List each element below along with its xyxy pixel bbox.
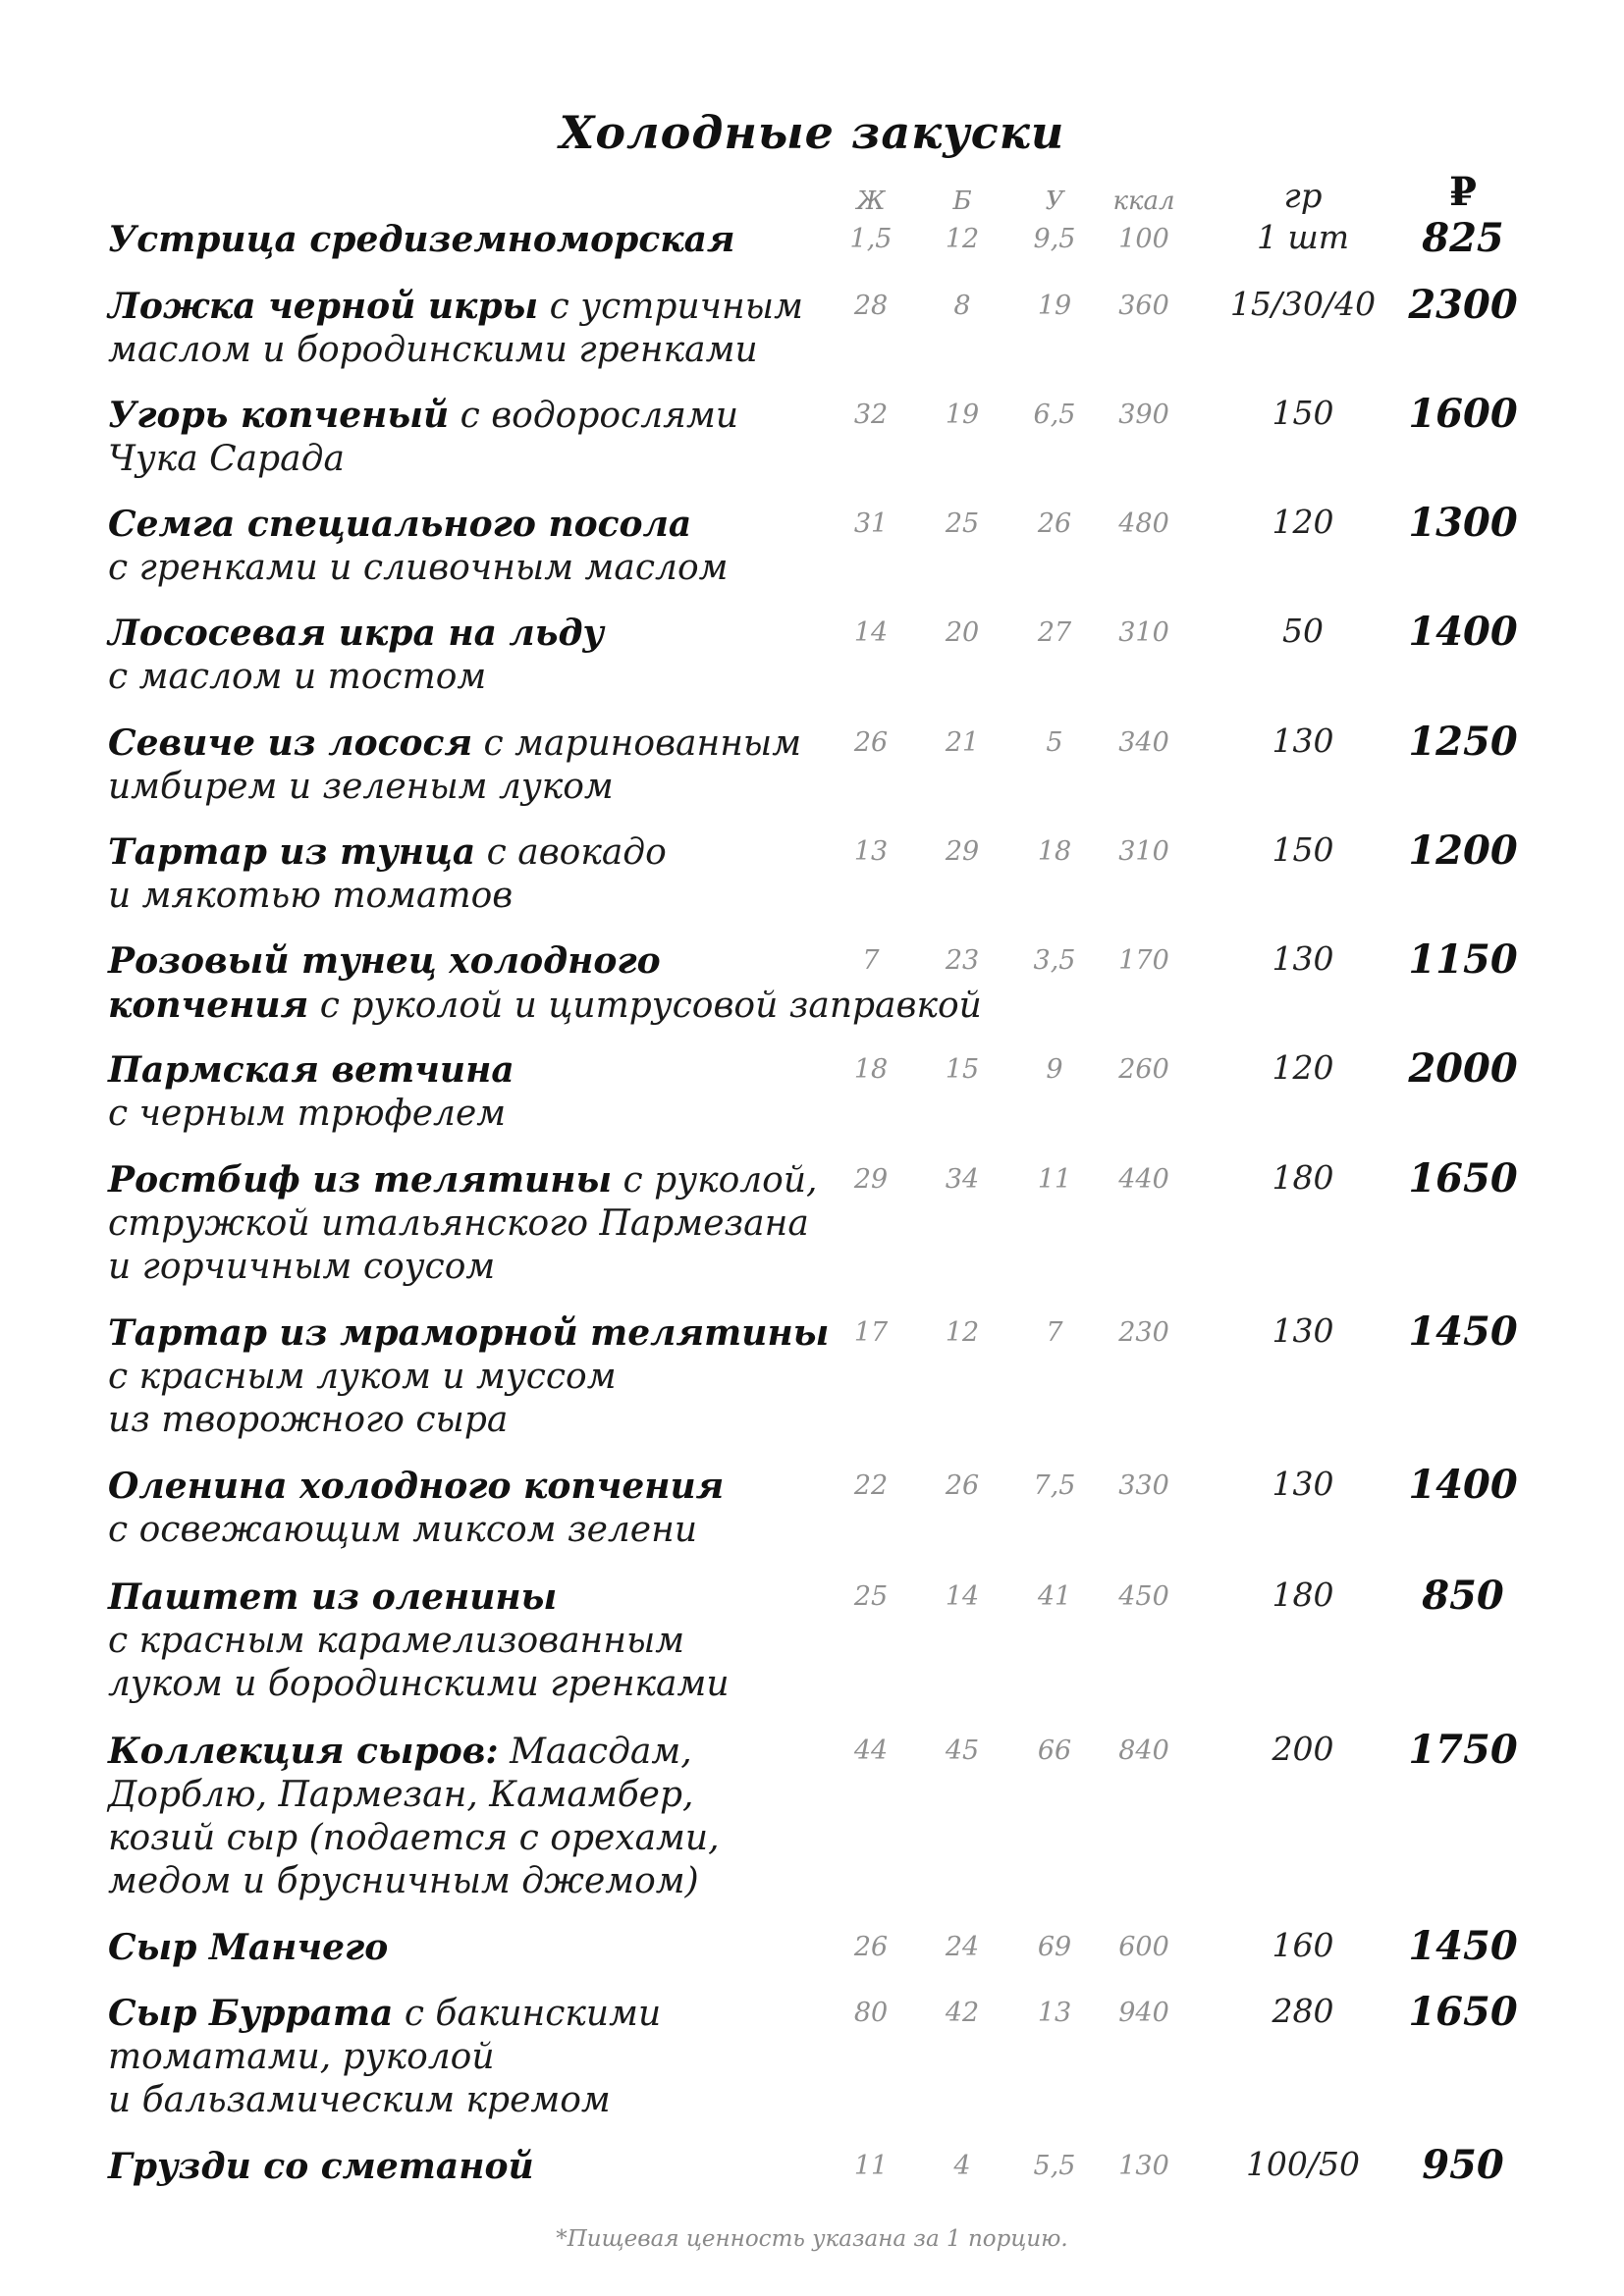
item-name: Ложка черной икры [108,286,539,327]
item-weight: 120 [1272,503,1334,541]
footnote: *Пищевая ценность указана за 1 порцию. [556,2226,1068,2252]
item-weight: 130 [1272,1311,1334,1350]
item-kcal: 450 [1118,1581,1169,1612]
item-carbs: 5 [1046,727,1063,758]
item-price: 1300 [1408,500,1518,546]
item-weight: 130 [1272,721,1334,760]
item-name: Сыр Буррата [108,1993,394,2034]
item-name: Ростбиф из телятины [108,1159,613,1201]
item-carbs: 3,5 [1033,945,1076,976]
item-price: 1250 [1408,719,1518,765]
column-header-carbs: У [1045,187,1064,216]
item-price: 1200 [1408,828,1518,874]
item-fat: 7 [862,945,880,976]
item-kcal: 480 [1118,508,1169,539]
item-carbs: 11 [1037,1164,1072,1195]
item-kcal: 170 [1118,945,1169,976]
item-description: Оленина холодного копчения с освежающим миксом зелени [108,1466,725,1550]
item-fat: 17 [853,1317,889,1348]
item-description: Паштет из оленины с красным карамелизованным луком и бородинскими гренками [108,1576,730,1704]
item-protein: 29 [945,836,980,867]
item-price: 950 [1422,2142,1504,2188]
item-description: Коллекция сыров: Маасдам, Дорблю, Пармезан, Камамбер, козий сыр (подается с орехами, медом и брусничным джемом) [108,1731,720,1901]
item-kcal: 360 [1118,291,1169,321]
item-fat: 26 [853,727,889,758]
item-price: 1650 [1408,1155,1518,1201]
item-protein: 42 [945,1998,980,2028]
item-carbs: 6,5 [1033,400,1076,430]
item-name: Тартар из тунца [108,831,476,873]
item-protein: 25 [945,508,980,539]
item-protein: 15 [945,1054,980,1085]
item-name: Тартар из мраморной телятины [108,1312,830,1354]
item-kcal: 310 [1118,836,1169,867]
item-kcal: 100 [1118,224,1169,254]
item-description: Тартар из тунца с авокадо и мякотью томатов [108,831,667,916]
page-title: Холодные закуски [559,106,1065,159]
item-description: Тартар из мраморной телятины с красным луком и муссом из творожного сыра [108,1312,830,1440]
item-description: Сыр Буррата с бакинскими томатами, руколой и бальзамическим кремом [108,1993,662,2120]
item-fat: 11 [853,2151,889,2181]
item-kcal: 390 [1118,400,1169,430]
item-protein: 12 [945,1317,980,1348]
item-carbs: 5,5 [1033,2151,1076,2181]
item-carbs: 27 [1037,617,1072,648]
item-protein: 21 [945,727,980,758]
item-price: 825 [1422,215,1504,261]
item-kcal: 940 [1118,1998,1169,2028]
item-kcal: 260 [1118,1054,1169,1085]
item-description: Ложка черной икры с устричным маслом и бородинскими гренками [108,286,803,370]
item-protein: 26 [945,1470,980,1501]
item-kcal: 340 [1118,727,1169,758]
item-name: Устрица средиземноморская [108,219,735,260]
item-name: Сыр Манчего [108,1927,389,1968]
column-header-currency: ₽ [1449,169,1477,215]
item-kcal: 440 [1118,1164,1169,1195]
item-protein: 45 [945,1735,980,1766]
item-kcal: 840 [1118,1735,1169,1766]
column-header-fat: Ж [856,187,886,216]
item-price: 1400 [1408,609,1518,655]
item-fat: 29 [853,1164,889,1195]
column-header-weight: гр [1283,177,1323,216]
item-carbs: 19 [1037,291,1072,321]
item-weight: 280 [1272,1992,1334,2030]
item-name: Коллекция сыров: [108,1731,499,1772]
item-weight: 50 [1282,612,1324,650]
item-kcal: 600 [1118,1932,1169,1962]
item-protein: 34 [945,1164,980,1195]
item-carbs: 13 [1037,1998,1072,2028]
item-fat: 18 [853,1054,889,1085]
item-fat: 25 [853,1581,889,1612]
item-price: 1400 [1408,1462,1518,1508]
item-protein: 4 [953,2151,971,2181]
item-kcal: 310 [1118,617,1169,648]
item-price: 1650 [1408,1989,1518,2035]
item-name: Угорь копченый [108,395,450,436]
item-name: Пармская ветчина [108,1049,514,1091]
item-description: Ростбиф из телятины с руколой, стружкой итальянского Пармезана и горчичным соусом [108,1159,818,1287]
item-fat: 13 [853,836,889,867]
item-fat: 28 [853,291,889,321]
item-price: 1750 [1408,1727,1518,1773]
item-weight: 130 [1272,1465,1334,1503]
item-carbs: 9,5 [1033,224,1076,254]
item-protein: 23 [945,945,980,976]
item-fat: 44 [853,1735,889,1766]
item-fat: 22 [853,1470,889,1501]
item-carbs: 9 [1046,1054,1063,1085]
item-price: 2000 [1408,1045,1518,1092]
item-kcal: 230 [1118,1317,1169,1348]
item-price: 1450 [1408,1923,1518,1969]
item-weight: 150 [1272,394,1334,432]
item-name: Грузди со сметаной [108,2146,534,2187]
item-kcal: 130 [1118,2151,1169,2181]
item-price: 2300 [1408,282,1518,328]
item-price: 850 [1422,1573,1504,1619]
item-protein: 19 [945,400,980,430]
item-weight: 200 [1272,1730,1334,1768]
item-name: Семга специального посола [108,504,692,545]
item-weight: 15/30/40 [1229,285,1377,323]
item-weight: 130 [1272,939,1334,978]
item-fat: 1,5 [849,224,893,254]
item-protein: 24 [945,1932,980,1962]
item-weight: 180 [1272,1158,1334,1197]
item-carbs: 69 [1037,1932,1072,1962]
item-name: Лососевая икра на льду [108,613,605,654]
item-protein: 14 [945,1581,980,1612]
item-description: Розовый тунец холодного копчения с руколой и цитрусовой заправкой [108,940,982,1026]
item-price: 1450 [1408,1308,1518,1355]
column-header-kcal: ккал [1112,187,1175,216]
item-fat: 14 [853,617,889,648]
item-carbs: 26 [1037,508,1072,539]
item-description: Семга специального посола с гренками и сливочным маслом [108,504,729,588]
item-description: Пармская ветчина с черным трюфелем [108,1049,514,1134]
item-protein: 8 [953,291,971,321]
column-header-protein: Б [952,187,972,216]
item-fat: 26 [853,1932,889,1962]
item-carbs: 7 [1046,1317,1063,1348]
item-weight: 120 [1272,1048,1334,1087]
item-weight: 180 [1272,1575,1334,1614]
item-carbs: 66 [1037,1735,1072,1766]
item-name: Оленина холодного копчения [108,1466,725,1507]
item-weight: 1 шт [1256,218,1350,256]
item-fat: 32 [853,400,889,430]
item-price: 1600 [1408,391,1518,437]
item-name: Розовый тунец холодного [108,940,661,982]
item-name: Паштет из оленины [108,1576,558,1618]
item-description: Севиче из лосося с маринованным имбирем и зеленым луком [108,722,802,807]
item-description: Лососевая икра на льду с маслом и тостом [108,613,605,697]
item-fat: 80 [853,1998,889,2028]
item-weight: 150 [1272,830,1334,869]
item-weight: 160 [1272,1926,1334,1964]
item-protein: 12 [945,224,980,254]
item-name: Севиче из лосося [108,722,473,764]
item-fat: 31 [853,508,889,539]
item-description: Угорь копченый с водорослями Чука Сарада [108,395,739,479]
item-price: 1150 [1408,936,1518,983]
item-carbs: 7,5 [1033,1470,1076,1501]
item-carbs: 41 [1037,1581,1072,1612]
item-kcal: 330 [1118,1470,1169,1501]
item-protein: 20 [945,617,980,648]
item-weight: 100/50 [1245,2145,1361,2183]
item-carbs: 18 [1037,836,1072,867]
